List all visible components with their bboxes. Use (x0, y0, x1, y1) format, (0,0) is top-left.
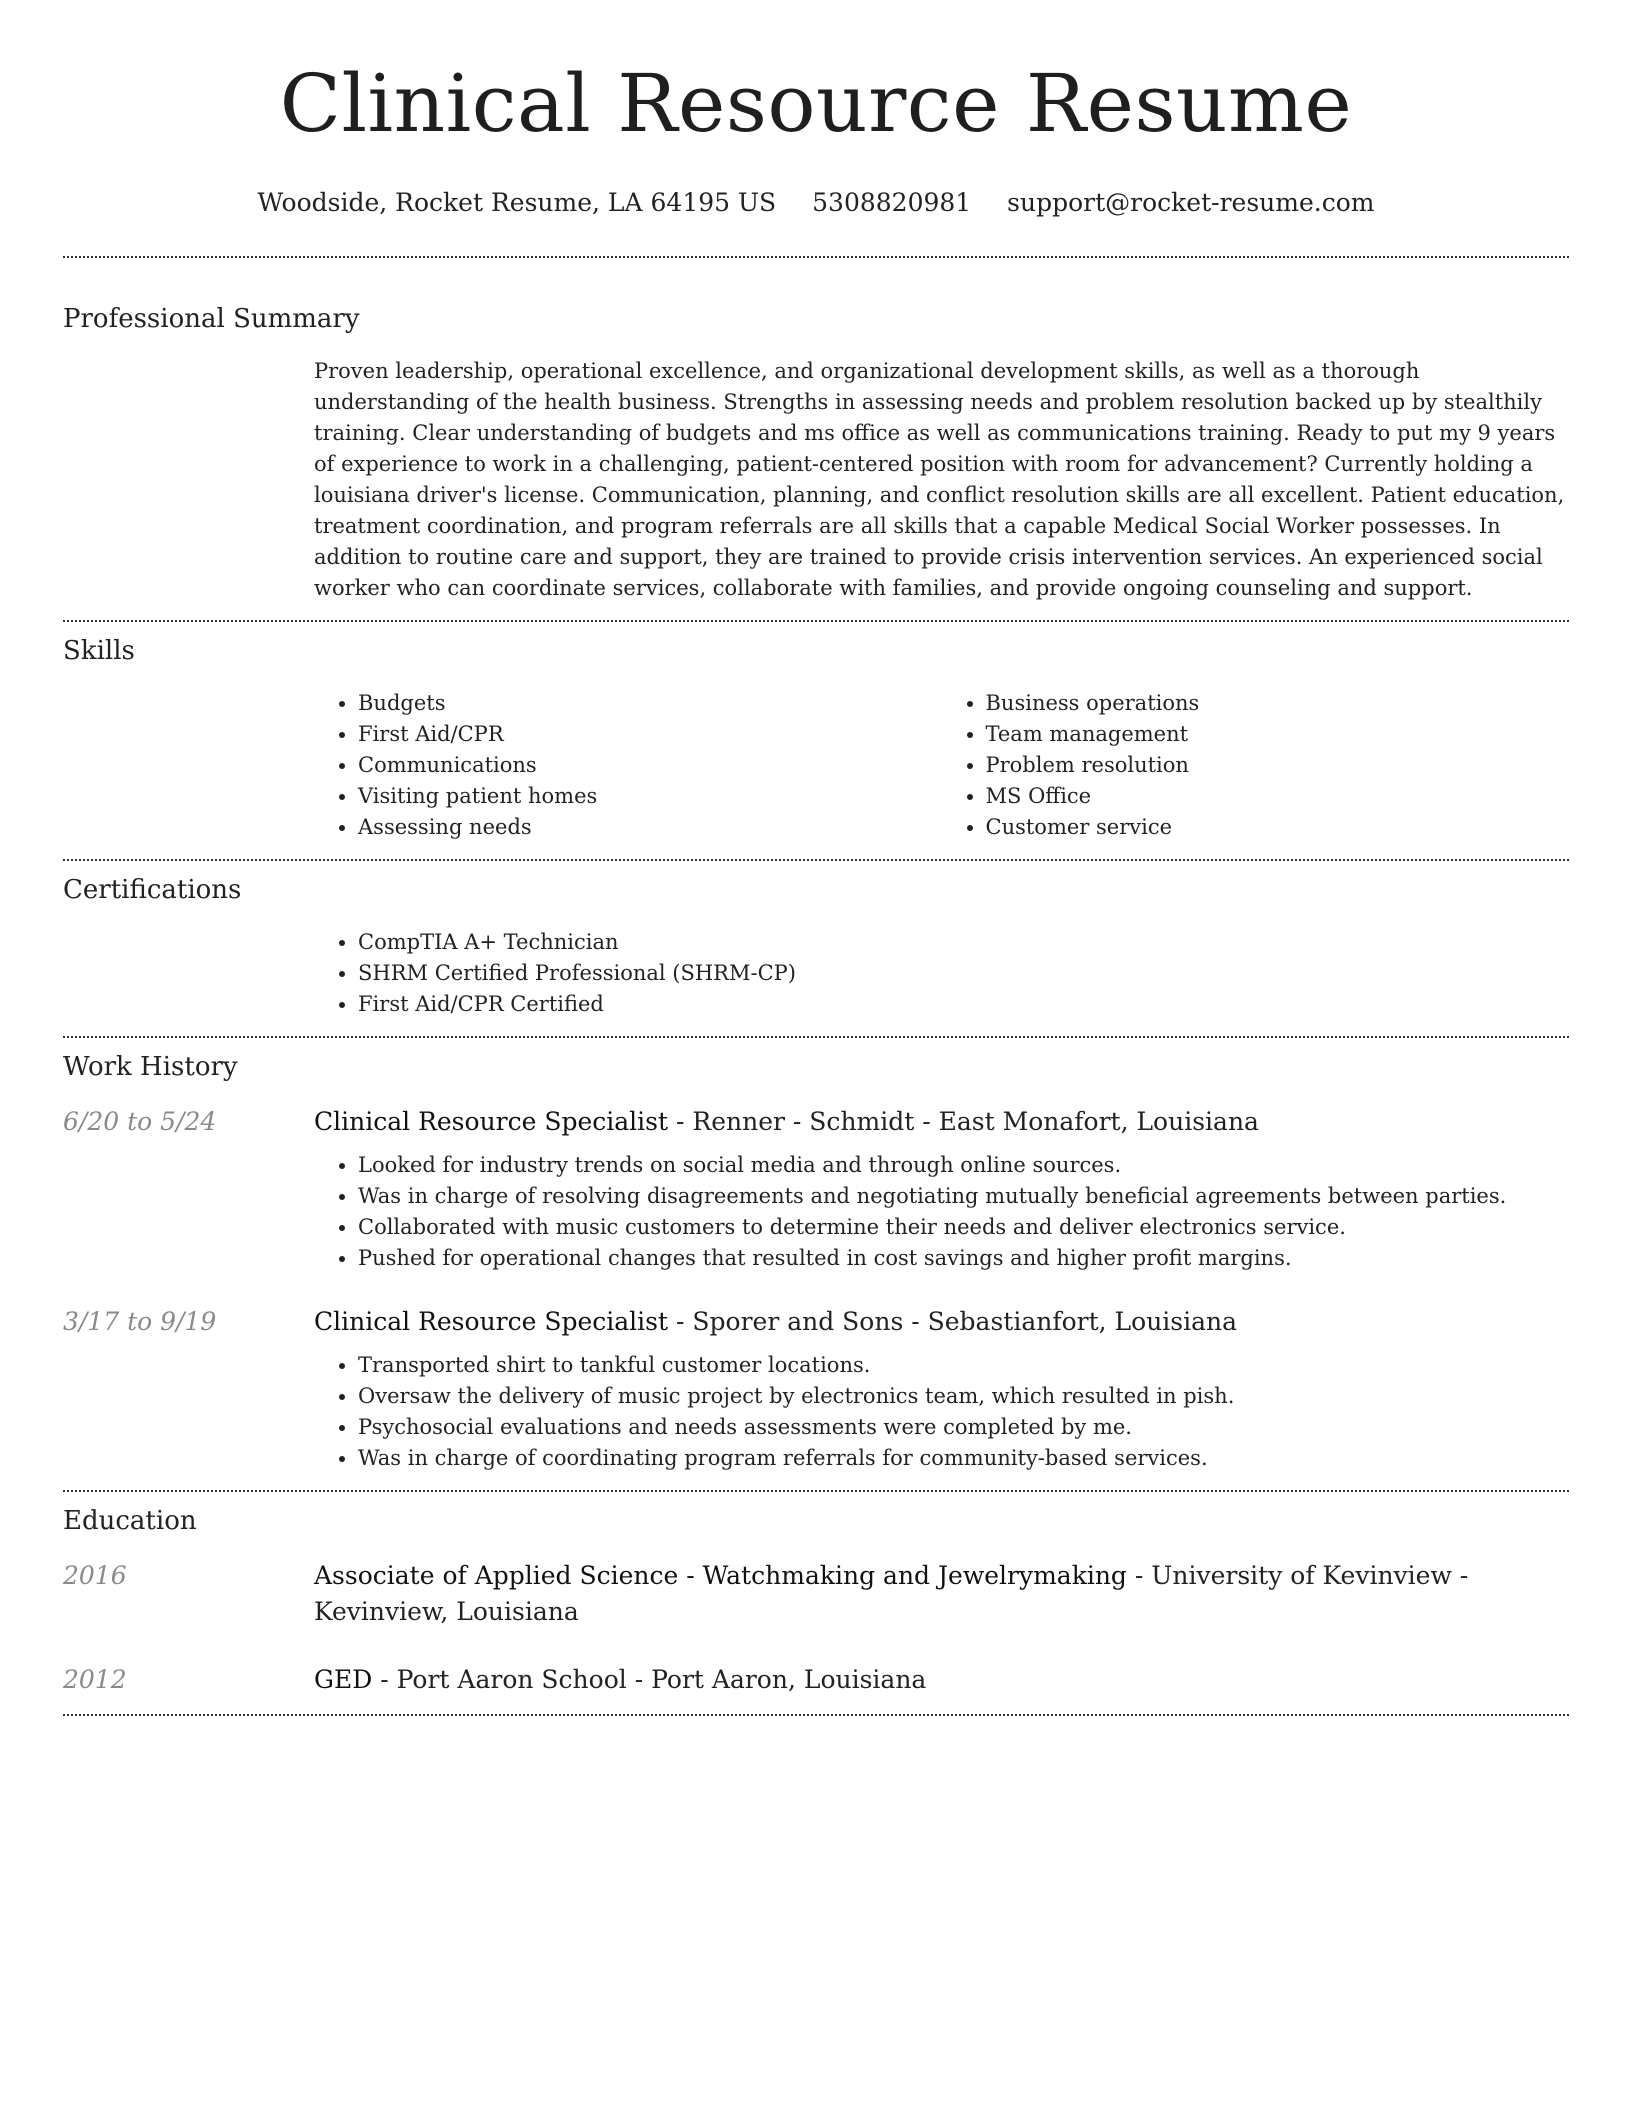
job-entry (63, 1104, 1569, 1274)
contact-phone: 5308820981 (812, 188, 972, 217)
education-entry (63, 1662, 1569, 1698)
certification-item: • CompTIA A+ Technician (358, 927, 1569, 958)
job-bullet: • Was in charge of resolving disagreements and negotiating mutually beneficial agreements between parties. (358, 1181, 1569, 1212)
skills-heading: Skills (63, 636, 135, 666)
job-employer-location: - Sporer and Sons - Sebastianfort, Louisiana (668, 1307, 1238, 1336)
skill-item: • Assessing needs (358, 812, 942, 843)
job-bullet: • Pushed for operational changes that resulted in cost savings and higher profit margins. (358, 1243, 1569, 1274)
certifications-heading: Certifications (63, 875, 242, 905)
skill-item: • Visiting patient homes (358, 781, 942, 812)
education-school-location: - University of Kevinview - Kevinview, Louisiana (314, 1561, 1469, 1626)
job-heading (314, 1104, 1569, 1140)
summary-text: Proven leadership, operational excellence, and organizational development skills, as well as a thorough understanding of the health business. Strengths in assessing needs and problem resolution backed up by stealthily training. Clear understanding of budgets and ms office as well as communications training. Ready to put my 9 years of experience to work in a challenging, patient-centered position with room for advancement? Currently holding a louisiana driver's license. Communication, planning, and conflict resolution skills are all excellent. Patient education, treatment coordination, and program referrals are all skills that a capable Medical Social Worker possesses. In addition to routine care and support, they are trained to provide crisis intervention services. An experienced social worker who can coordinate services, collaborate with families, and provide ongoing counseling and support. (314, 359, 1565, 600)
job-bullet: • Looked for industry trends on social media and through online sources. (358, 1150, 1569, 1181)
job-dates: 6/20 to 5/24 (63, 1107, 217, 1136)
resume-title: Clinical Resource Resume (279, 57, 1353, 150)
skill-item: • Customer service (986, 812, 1570, 843)
skill-item: • Team management (986, 719, 1570, 750)
job-bullet: • Collaborated with music customers to determine their needs and deliver electronics service. (358, 1212, 1569, 1243)
section-divider (63, 1714, 1569, 1716)
certification-item: • SHRM Certified Professional (SHRM-CP) (358, 958, 1569, 989)
job-bullet: • Psychosocial evaluations and needs assessments were completed by me. (358, 1412, 1569, 1443)
skill-item: • MS Office (986, 781, 1570, 812)
job-dates: 3/17 to 9/19 (63, 1307, 217, 1336)
job-bullet: • Oversaw the delivery of music project by electronics team, which resulted in pish. (358, 1381, 1569, 1412)
education-details (314, 1558, 1569, 1630)
skill-item: • First Aid/CPR (358, 719, 942, 750)
job-bullets (314, 1350, 1569, 1474)
certification-item: • First Aid/CPR Certified (358, 989, 1569, 1020)
job-entry (63, 1304, 1569, 1474)
job-employer-location: - Renner - Schmidt - East Monafort, Louisiana (668, 1107, 1259, 1136)
job-bullets (314, 1150, 1569, 1274)
job-title: Clinical Resource Specialist (314, 1307, 669, 1336)
education-degree: Associate of Applied Science - Watchmaking and Jewelrymaking (314, 1561, 1127, 1590)
skill-item: • Budgets (358, 688, 942, 719)
summary-heading: Professional Summary (63, 304, 360, 334)
work-history-heading: Work History (63, 1052, 238, 1082)
education-year: 2012 (63, 1665, 127, 1694)
skill-item: • Communications (358, 750, 942, 781)
education-year: 2016 (63, 1561, 127, 1590)
certifications-list (314, 927, 1569, 1020)
skills-column-right (942, 688, 1570, 843)
education-details (314, 1662, 1569, 1698)
job-bullet: • Transported shirt to tankful customer locations. (358, 1350, 1569, 1381)
skills-column-left (314, 688, 942, 843)
education-school-location: - Port Aaron School - Port Aaron, Louisiana (372, 1665, 927, 1694)
education-heading: Education (63, 1506, 197, 1536)
education-degree: GED (314, 1665, 373, 1694)
job-bullet: • Was in charge of coordinating program referrals for community-based services. (358, 1443, 1569, 1474)
contact-email: support@rocket-resume.com (1007, 188, 1375, 217)
job-title: Clinical Resource Specialist (314, 1107, 669, 1136)
education-entry (63, 1558, 1569, 1630)
job-heading (314, 1304, 1569, 1340)
skills-list (314, 688, 1569, 843)
contact-line (63, 186, 1569, 220)
contact-address: Woodside, Rocket Resume, LA 64195 US (257, 188, 777, 217)
skill-item: • Problem resolution (986, 750, 1570, 781)
skill-item: • Business operations (986, 688, 1570, 719)
